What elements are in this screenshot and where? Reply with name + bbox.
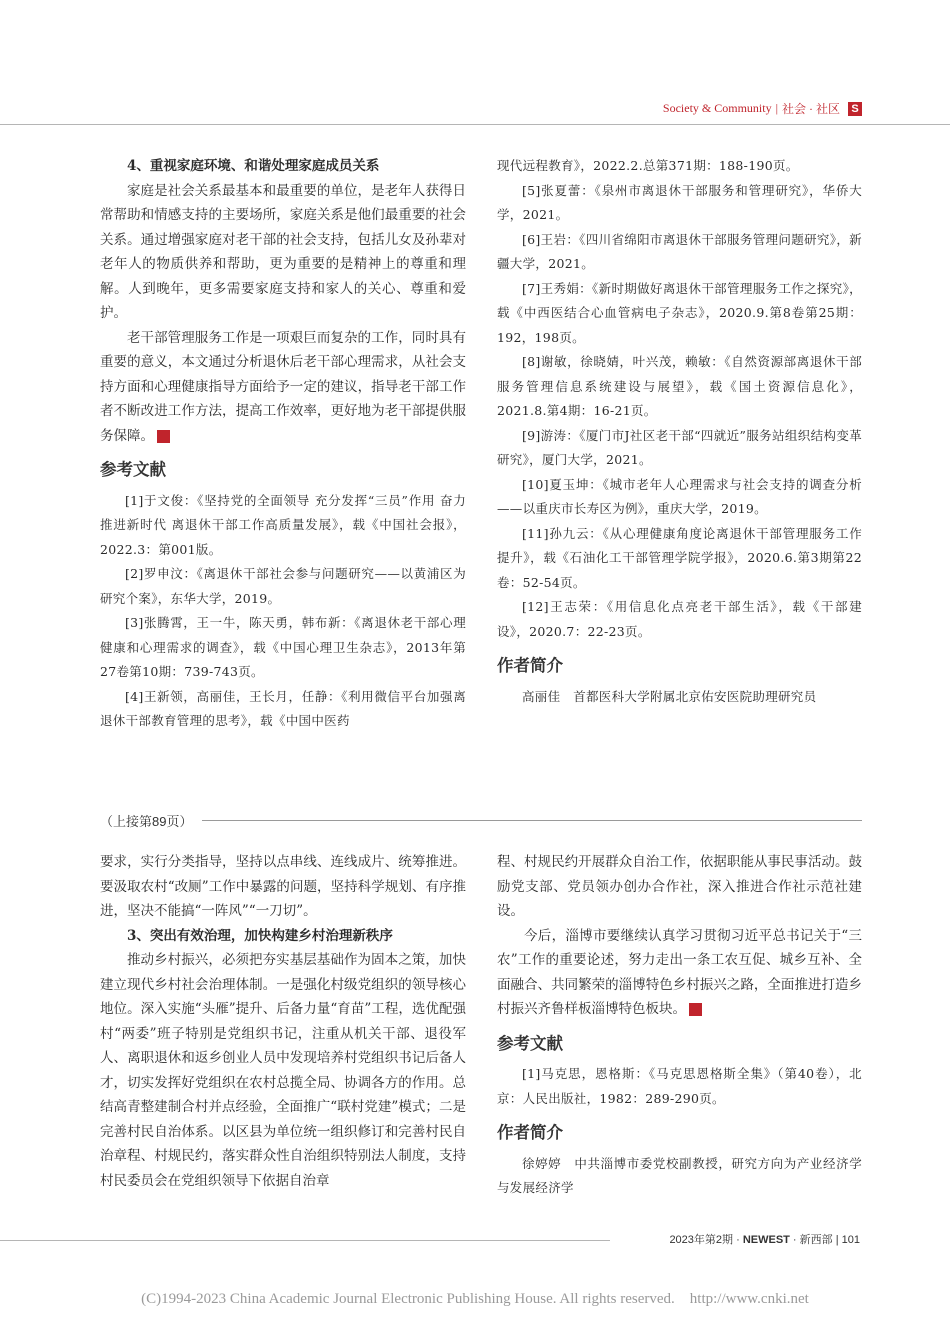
section-heading: 3、突出有效治理，加快构建乡村治理新秩序 [127, 927, 393, 944]
end-mark-icon: 乡 [157, 430, 170, 443]
reference-item: [1]马克思，恩格斯：《马克思恩格斯全集》（第40卷），北京：人民出版社，1982：289-290页。 [497, 1066, 862, 1106]
reference-item: [1]于文俊：《坚持党的全面领导 充分发挥“三员”作用 奋力推进新时代 离退休干部工作高质量发展》，载《中国社会报》，2022.3：第001版。 [100, 492, 466, 557]
footer-divider [0, 1240, 610, 1241]
reference-item: [9]游涛：《厦门市J社区老干部“四就近”服务站组织结构变革研究》，厦门大学，2021。 [497, 427, 862, 467]
page-number: 101 [841, 1234, 860, 1246]
footer-separator: | [832, 1234, 842, 1246]
body-paragraph: 今后，淄博市要继续认真学习贯彻习近平总书记关于“三农”工作的重要论述，努力走出一条工农互促、城乡互补、全面融合、共同繁荣的淄博特色乡村振兴之路，全面推进打造乡村振兴齐鲁样板淄博特色板块。 乡 [497, 927, 862, 1017]
reference-item: [3]张腾霄，王一牛，陈天勇，韩布新：《离退休老干部心理健康和心理需求的调查》，载《中国心理卫生杂志》，2013年第27卷第10期：739-743页。 [100, 615, 466, 679]
copyright-notice: (C)1994-2023 China Academic Journal Electronic Publishing House. All rights reserved. http://www.cnki.net [141, 1291, 809, 1307]
reference-item: [2]罗申汶：《离退休干部社会参与问题研究——以黄浦区为研究个案》，东华大学，2019。 [100, 566, 466, 606]
brand-logo: NEWEST [742, 1234, 790, 1246]
body-paragraph: 老干部管理服务工作是一项艰巨而复杂的工作，同时具有重要的意义，本文通过分析退休后老干部心理需求，从社会支持方面和心理健康指导方面给予一定的建议，指导老干部工作者不断改进工作方法，提高工作效率，更好地为老干部提供服务保障。 乡 [100, 329, 466, 444]
journal-name-en: Society & Community [662, 101, 772, 115]
body-paragraph: 要求，实行分类指导，坚持以点串线、连线成片、统筹推进。要汲取农村“改厕”工作中暴露的问题，坚持科学规划、有序推进，坚决不能搞“一阵风”“一刀切”。 [100, 854, 466, 919]
reference-item: [6]王岩：《四川省绵阳市离退休干部服务管理问题研究》，新疆大学，2021。 [497, 231, 862, 271]
reference-item: [8]谢敏，徐晓婧，叶兴茂，赖敏：《自然资源部离退休干部服务管理信息系统建设与展望》，载《国土资源信息化》，2021.8.第4期：16-21页。 [497, 354, 862, 418]
header-divider [0, 124, 950, 125]
reference-item: [12]王志荣：《用信息化点亮老干部生活》，载《干部建设》，2020.7：22-23页。 [497, 599, 862, 639]
section-heading: 4、重视家庭环境、和谐处理家庭成员关系 [127, 158, 380, 174]
brand-cn: · 新西部 [789, 1234, 833, 1246]
body-paragraph: 程、村规民约开展群众自治工作，依据职能从事民事活动。鼓励党支部、党员领办创办合作社，深入推进合作社示范社建设。 [497, 854, 862, 919]
author-bio-title: 作者简介 [497, 657, 563, 675]
continued-rule [202, 820, 862, 821]
issue-label: 2023年第2期 · [669, 1234, 743, 1246]
bottom-left-column [100, 850, 466, 1193]
body-paragraph: 推动乡村振兴，必须把夯实基层基础作为固本之策，加快建立现代乡村社会治理体制。一是强化村级党组织的领导核心地位。深入实施“头雁”提升、后备力量“育苗”工程，选优配强村“两委”班子特别是党组织书记，注重从机关干部、退役军人、离职退休和返乡创业人员中发现培养村党组织书记后备人才，切实发挥好党组织在农村总揽全局、协调各方的作用。总结高青整建制合村并点经验，全面推广“联村党建”模式；二是完善村民自治体系。以区县为单位统一组织修订和完善村民自治章程、村规民约，落实群众性自治组织特别法人制度，支持村民委员会在党组织领导下依据自治章 [100, 952, 466, 1189]
running-footer [669, 1231, 860, 1247]
reference-item: [10]夏玉坤：《城市老年人心理需求与社会支持的调查分析——以重庆市长寿区为例》，重庆大学，2019。 [497, 476, 862, 516]
reference-item: [4]王新领，高丽佳，王长月，任静：《利用微信平台加强离退休干部教育管理的思考》，载《中国中医药 [100, 688, 466, 728]
running-header [663, 100, 862, 117]
author-bio: 徐婷婷 中共淄博市委党校副教授，研究方向为产业经济学与发展经济学 [497, 1155, 862, 1195]
top-right-column [497, 154, 862, 709]
section-badge-icon: S [848, 102, 862, 116]
bottom-right-column [497, 850, 862, 1201]
continued-from-marker [100, 810, 862, 830]
reference-item: [11]孙九云：《从心理健康角度论离退休干部管理服务工作提升》，载《石油化工干部管理学院学报》，2020.6.第3期第22卷：52-54页。 [497, 525, 862, 590]
author-bio-title: 作者简介 [497, 1124, 563, 1142]
header-separator: | [775, 101, 778, 115]
references-title: 参考文献 [497, 1034, 563, 1053]
section-name-cn: 社会 · 社区 [782, 102, 840, 116]
continued-label: （上接第89页） [100, 813, 193, 829]
reference-item: [5]张夏蕾：《泉州市离退休干部服务和管理研究》，华侨大学，2021。 [497, 182, 862, 222]
reference-item: 现代远程教育》，2022.2.总第371期：188-190页。 [497, 158, 799, 173]
references-title: 参考文献 [100, 461, 166, 479]
author-bio: 高丽佳 首都医科大学附属北京佑安医院助理研究员 [522, 688, 817, 704]
top-left-column [100, 154, 466, 734]
reference-item: [7]王秀娟：《新时期做好离退休干部管理服务工作之探究》，载《中西医结合心血管病电子杂志》，2020.9.第8卷第25期：192，198页。 [497, 280, 862, 345]
end-mark-icon: 乡 [689, 1003, 702, 1016]
body-paragraph: 家庭是社会关系最基本和最重要的单位，是老年人获得日常帮助和情感支持的主要场所，家庭关系是他们最重要的社会关系。通过增强家庭对老干部的社会支持，包括儿女及孙辈对老年人的物质供养和帮助，更为重要的是精神上的尊重和理解。人到晚年，更多需要家庭支持和家人的关心、尊重和爱护。 [100, 182, 466, 321]
